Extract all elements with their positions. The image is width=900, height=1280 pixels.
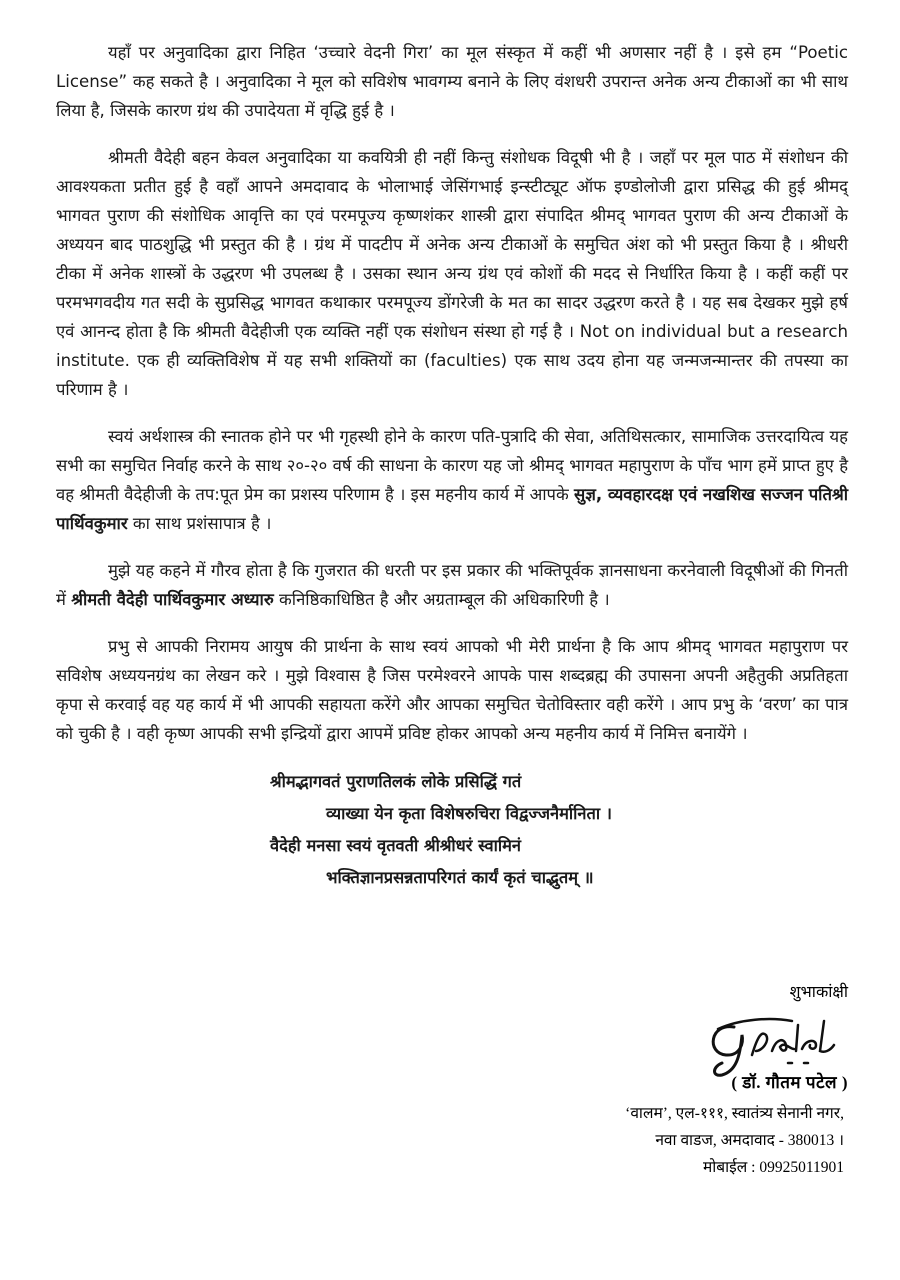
verse-line-3: वैदेही मनसा स्वयं वृतवती श्रीश्रीधरं स्वामिनं [270,836,522,855]
paragraph-3-text-a: स्वयं अर्थशास्त्र की स्नातक होने पर भी गृहस्थी होने के कारण पति-पुत्रादि की सेवा, अतिथिसत्कार, सामाजिक उत्तरदायित्व यह सभी का समुचित निर्वाह करने के साथ २०-२० वर्ष की साधना के कारण यह जो श्रीमद् भागवत महापुराण के पाँच भाग हमें प्राप्त हुए है वह श्रीमती वैदेहीजी के तप:पूत प्रेम का प्रशस्य परिणाम है । इस महनीय कार्य में आपके [56,427,848,504]
verse-line-4: भक्तिज्ञानप्रसन्नतापरिगतं कार्यं कृतं चाद्भुतम् ॥ [326,868,594,887]
paragraph-5 [56,632,848,748]
verse-line-2: व्याख्या येन कृता विशेषरुचिरा विद्वज्जनैर्मानिता । [326,804,612,823]
paragraph-2 [56,143,848,404]
paragraph-4-text-a: मुझे यह कहने में गौरव होता है कि गुजरात की धरती पर इस प्रकार की भक्तिपूर्वक ज्ञानसाधना करनेवाली विदूषीओं की गिनती में [56,561,848,609]
well-wisher-label: शुभाकांक्षी [789,984,848,1001]
signatory-name: ( डॉ. गौतम पटेल ) [731,1073,848,1092]
document-body [56,38,848,894]
address-line-2: नवा वाडज, अमदावाद - 380013 । [655,1132,844,1149]
paragraph-3-text-b: का साथ प्रशंसापात्र है । [127,514,272,533]
paragraph-4-text-b: कनिष्ठिकाधिष्ठित है और अग्रताम्बूल की अधिकारिणी है । [273,590,610,609]
paragraph-4-bold-name: श्रीमती वैदेही पार्थिवकुमार अध्यारु [71,590,274,609]
mobile-number: मोबाईल : 09925011901 [703,1159,844,1176]
paragraph-2-text: श्रीमती वैदेही बहन केवल अनुवादिका या कवयित्री ही नहीं किन्तु संशोधक विदूषी भी है । जहाँ पर मूल पाठ में संशोधन की आवश्यकता प्रतीत हुई है वहाँ आपने अमदावाद के भोलाभाई जेसिंगभाई इन्स्टीट्यूट ऑफ इण्डोलोजी द्वारा प्रसिद्ध की हुई श्रीमद् भागवत पुराण की संशोधिक आवृत्ति का एवं परमपूज्य कृष्णशंकर शास्त्री द्वारा संपादित श्रीमद् भागवत पुराण की अन्य टीकाओं के अध्ययन बाद पाठशुद्धि भी प्रस्तुत की है । ग्रंथ में पादटीप में अनेक अन्य टीकाओं के समुचित अंश को भी प्रस्तुत किया है । श्रीधरी टीका में अनेक शास्त्रों के उद्धरण भी उपलब्ध है । उसका स्थान अन्य ग्रंथ एवं कोशों की मदद से निर्धारित किया है । कहीं कहीं पर परमभगवदीय गत सदी के सुप्रसिद्ध भागवत कथाकार परमपूज्य डोंगरेजी के मत का सादर उद्धरण करते है । यह सब देखकर मुझे हर्ष एवं आनन्द होता है कि श्रीमती वैदेहीजी एक व्यक्ति नहीं एक संशोधन संस्था हो गई है । Not on individual but a research institute. एक ही व्यक्तिविशेष में यह सभी शक्तियों का (faculties) एक साथ उदय होना यह जन्मजन्मान्तर की तपस्या का परिणाम है । [56,148,848,399]
paragraph-1-text: यहाँ पर अनुवादिका द्वारा निहित ‘उच्चारे वेदनी गिरा’ का मूल संस्कृत में कहीं भी अणसार नहीं है । इसे हम “Poetic License” कह सकते है । अनुवादिका ने मूल को सविशेष भावगम्य बनाने के लिए वंशधरी उपरान्त अनेक अन्य टीकाओं का भी साथ लिया है, जिसके कारण ग्रंथ की उपादेयता में वृद्धि हुई है । [56,43,848,120]
address-line-1: ‘वालम’, एल-१११, स्वातंत्र्य सेनानी नगर, [625,1105,844,1122]
paragraph-1 [56,38,848,125]
paragraph-4 [56,556,848,614]
paragraph-5-text: प्रभु से आपकी निरामय आयुष की प्रार्थना के साथ स्वयं आपको भी मेरी प्रार्थना है कि आप श्रीमद् भागवत महापुराण पर सविशेष अध्ययनग्रंथ का लेखन करे । मुझे विश्वास है जिस परमेश्वरने आपके पास शब्दब्रह्म की उपासना अपनी अहैतुकी अप्रतिहता कृपा से करवाई वह यह कार्य में भी आपकी सहायता करेंगे और आपका समुचित चेतोविस्तार वही करेंगे । आप प्रभु के ‘वरण’ का पात्र को चुकी है । वही कृष्ण आपकी सभी इन्द्रियों द्वारा आपमें प्रविष्ट होकर आपको अन्य महनीय कार्य में निमित्त बनायेंगे । [56,637,848,743]
sanskrit-verse [56,766,848,894]
paragraph-3 [56,422,848,538]
verse-line-1: श्रीमद्भागवतं पुराणतिलकं लोके प्रसिद्धिं गतं [270,772,522,791]
paragraph-3-bold-husband: सुज्ञ, व्यवहारदक्ष एवं नखशिख सज्जन पतिश्री पार्थिवकुमार [56,485,848,533]
